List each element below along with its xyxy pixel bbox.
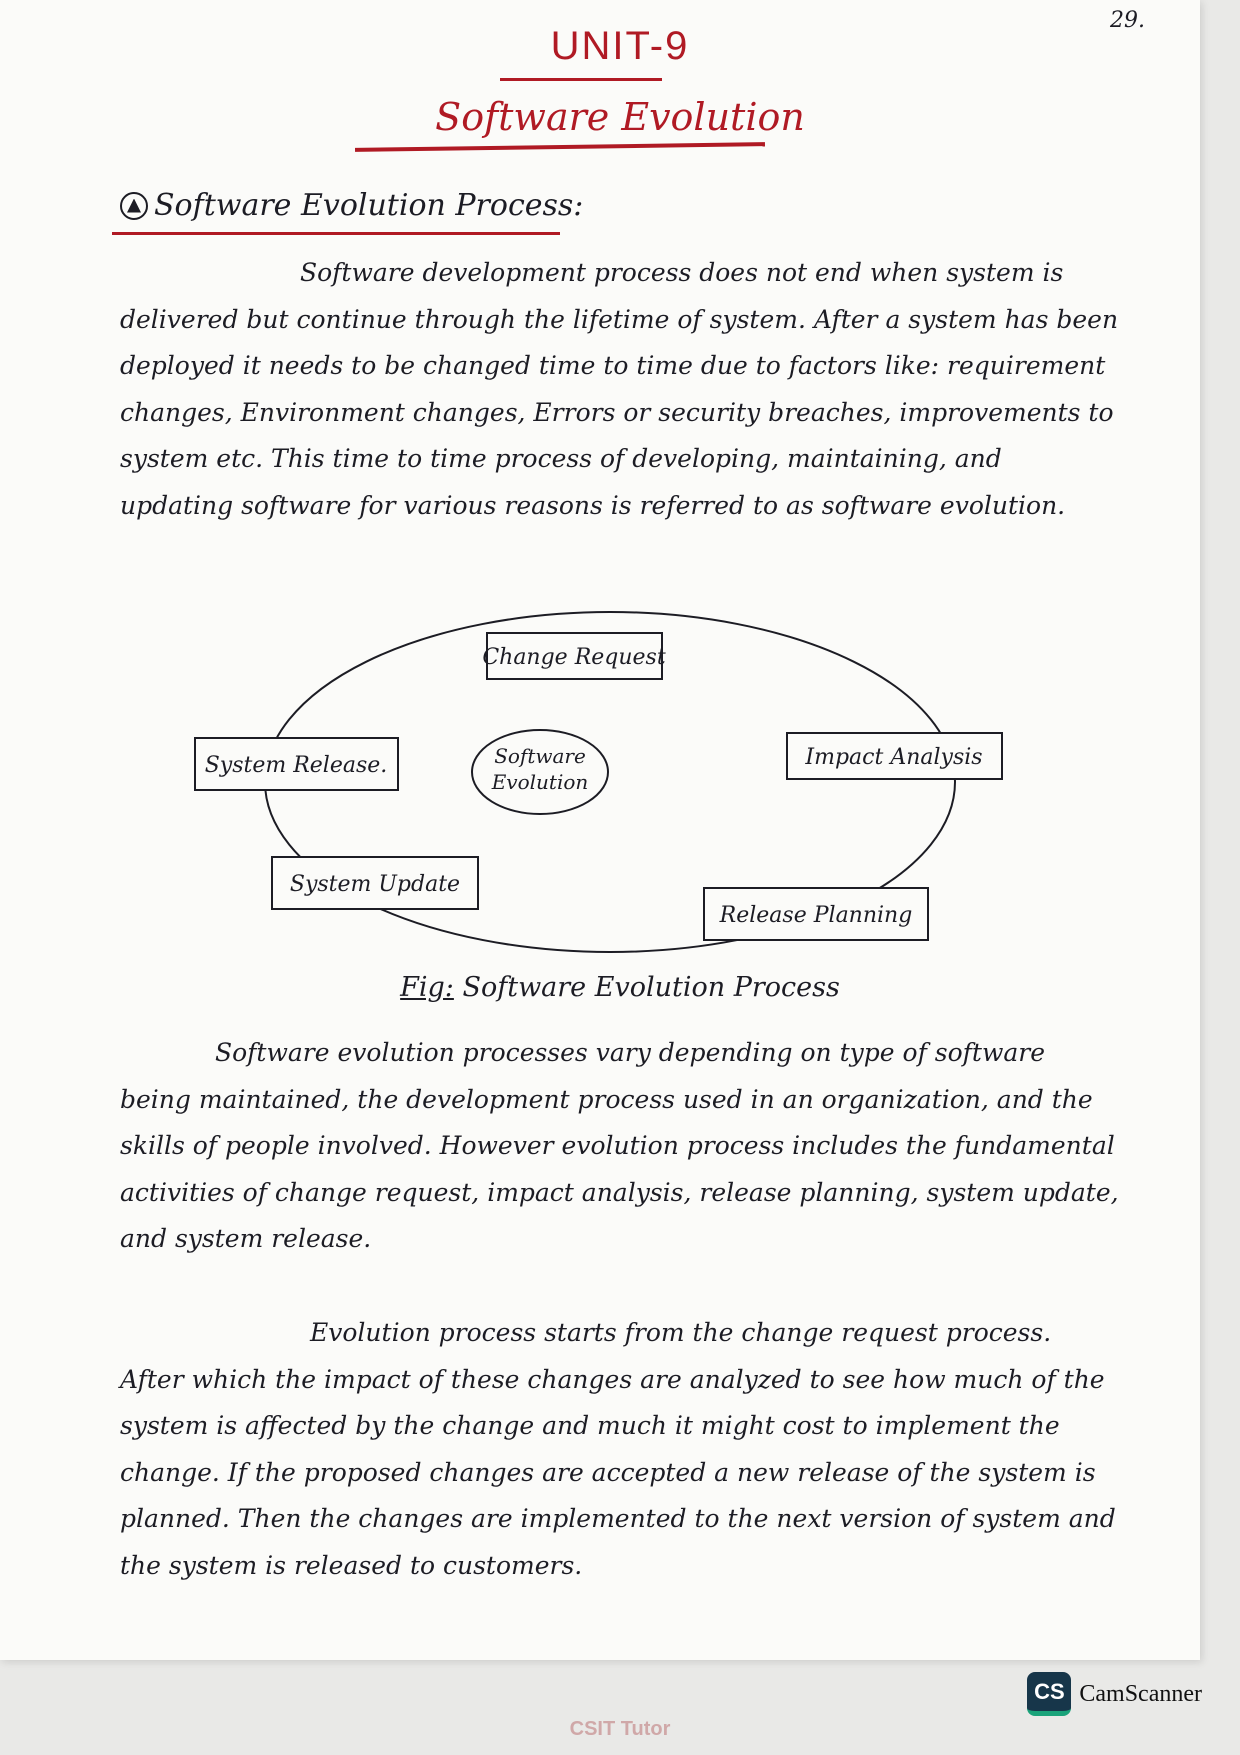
node-release-planning: Release Planning: [719, 903, 913, 928]
camscanner-label: CamScanner: [1079, 1680, 1202, 1707]
paragraph-activities: Software evolution processes vary depending on type of software being maintained, the development process used in an organization, and the skills of people involved. However evolution process includes the fundamental activities of change request, impact analysis, release planning, system update, and system release.: [120, 1038, 1119, 1253]
camscanner-icon: CS: [1027, 1672, 1071, 1716]
node-system-release: System Release.: [204, 753, 388, 778]
node-change-request: Change Request: [482, 645, 666, 670]
footer-brand: CSIT Tutor: [569, 1718, 671, 1740]
center-label-line-2: Evolution: [491, 770, 589, 794]
paragraph-intro: Software development process does not end when system is delivered but continue through the lifetime of system. After a system has been deployed it needs to be changed time to time due to factors like: requirement changes, Environment changes, Errors or security breaches, improvements to system etc. This time to time process of developing, maintaining, and updating software for various reasons is referred to as software evolution.: [120, 258, 1119, 520]
figure-caption-prefix: Fig:: [400, 972, 454, 1003]
page-title: Software Evolution: [435, 95, 805, 139]
camscanner-watermark: [1027, 1672, 1202, 1716]
figure-caption-text: Software Evolution Process: [453, 972, 840, 1003]
figure-caption: [0, 972, 1240, 1003]
node-impact-analysis: Impact Analysis: [805, 745, 983, 770]
page-number: 29.: [1110, 8, 1145, 33]
paragraph-process: Evolution process starts from the change request process. After which the impact of these changes are analyzed to see how much of the system is affected by the change and much it might cost to implement the change. If the proposed changes are accepted a new release of the system is planned. Then the changes are implemented to the next version of system and the system is released to customers.: [120, 1318, 1116, 1580]
node-system-update: System Update: [289, 872, 461, 897]
unit-heading: UNIT-9: [550, 24, 690, 68]
center-label-line-1: Software: [494, 744, 586, 768]
section-heading-text: Software Evolution Process:: [154, 188, 584, 223]
